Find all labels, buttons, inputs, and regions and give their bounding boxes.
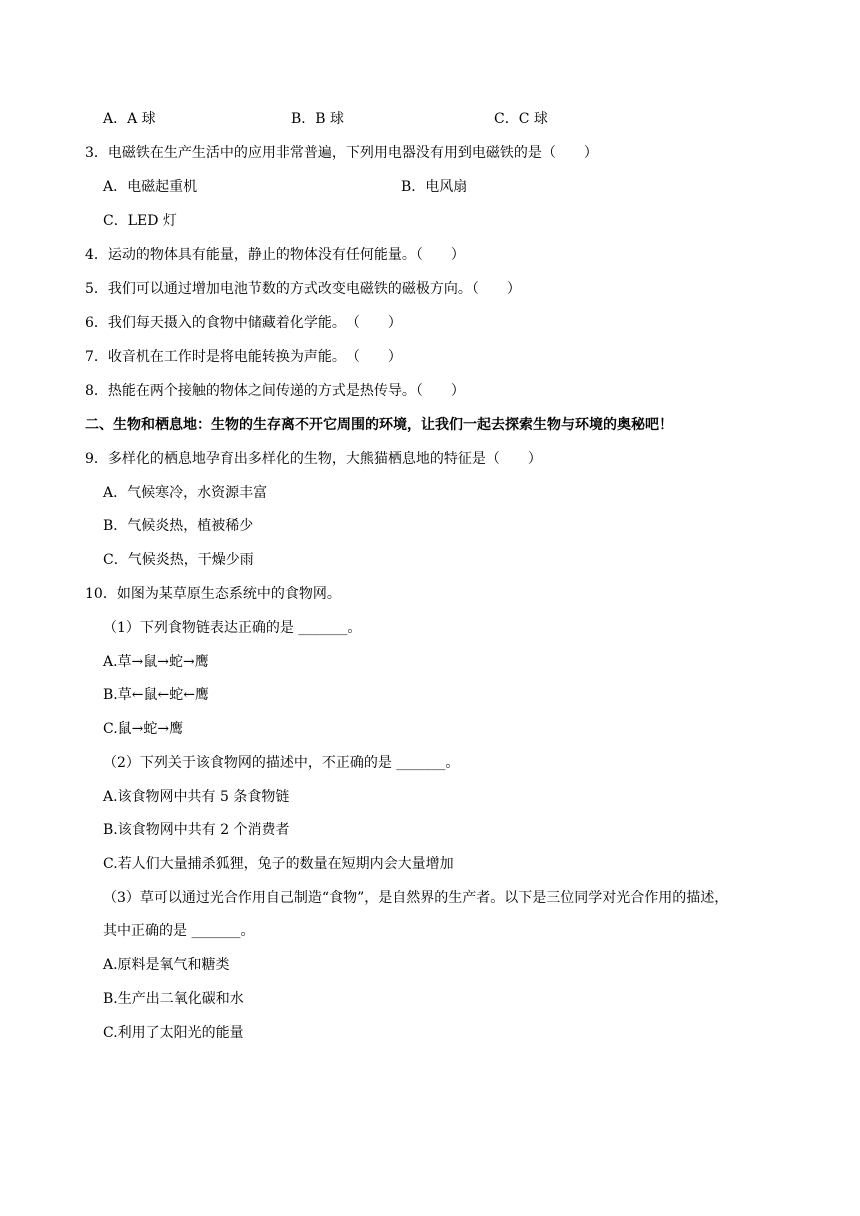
- q2-option-b: B．B 球: [291, 111, 345, 127]
- q9-stem: 9．多样化的栖息地孕育出多样化的生物，大熊猫栖息地的特征是（ ）: [85, 451, 542, 467]
- q10-part3-stem-line2: 其中正确的是 _______。: [103, 923, 255, 939]
- q8-stem: 8．热能在两个接触的物体之间传递的方式是热传导。（ ）: [85, 383, 465, 399]
- q10-part1-stem: （1）下列食物链表达正确的是 _______。: [103, 620, 362, 636]
- q10-part1-option-a: A.草→鼠→蛇→鹰: [103, 654, 209, 670]
- q7-stem: 7．收音机在工作时是将电能转换为声能。 （ ）: [85, 349, 402, 365]
- q3-option-a: A．电磁起重机: [103, 179, 198, 195]
- q5-stem: 5．我们可以通过增加电池节数的方式改变电磁铁的磁极方向。（ ）: [85, 281, 521, 297]
- q10-part2-option-b: B.该食物网中共有 2 个消费者: [103, 822, 290, 838]
- q9-option-c: C．气候炎热，干燥少雨: [103, 552, 254, 568]
- q10-part3-option-a: A.原料是氧气和糖类: [103, 957, 230, 973]
- q10-part3-stem-line1: （3）草可以通过光合作用自己制造“食物”，是自然界的生产者。以下是三位同学对光合作用的描述，: [103, 890, 729, 906]
- q9-option-b: B．气候炎热，植被稀少: [103, 518, 254, 534]
- q6-stem: 6．我们每天摄入的食物中储藏着化学能。 （ ）: [85, 315, 402, 331]
- q10-part3-option-b: B.生产出二氧化碳和水: [103, 991, 244, 1007]
- q3-option-c: C．LED 灯: [103, 213, 177, 229]
- q3-stem: 3．电磁铁在生产生活中的应用非常普遍，下列用电器没有用到电磁铁的是（ ）: [85, 145, 598, 161]
- q10-part1-option-b: B.草←鼠←蛇←鹰: [103, 687, 209, 703]
- q10-part2-option-c: C.若人们大量捕杀狐狸，兔子的数量在短期内会大量增加: [103, 856, 454, 872]
- q3-option-b: B．电风扇: [401, 179, 468, 195]
- section-heading: 二、生物和栖息地：生物的生存离不开它周围的环境，让我们一起去探索生物与环境的奥秘吧！: [85, 417, 673, 433]
- q4-stem: 4．运动的物体具有能量，静止的物体没有任何能量。（ ）: [85, 247, 465, 263]
- q10-stem: 10．如图为某草原生态系统中的食物网。: [85, 586, 341, 602]
- q2-option-a: A．A 球: [103, 111, 156, 127]
- q10-part3-option-c: C.利用了太阳光的能量: [103, 1025, 244, 1041]
- q9-option-a: A．气候寒冷，水资源丰富: [103, 485, 268, 501]
- q10-part2-stem: （2）下列关于该食物网的描述中，不正确的是 _______。: [103, 755, 460, 771]
- q2-option-c: C．C 球: [494, 111, 548, 127]
- q10-part2-option-a: A.该食物网中共有 5 条食物链: [103, 789, 290, 805]
- q10-part1-option-c: C.鼠→蛇→鹰: [103, 721, 184, 737]
